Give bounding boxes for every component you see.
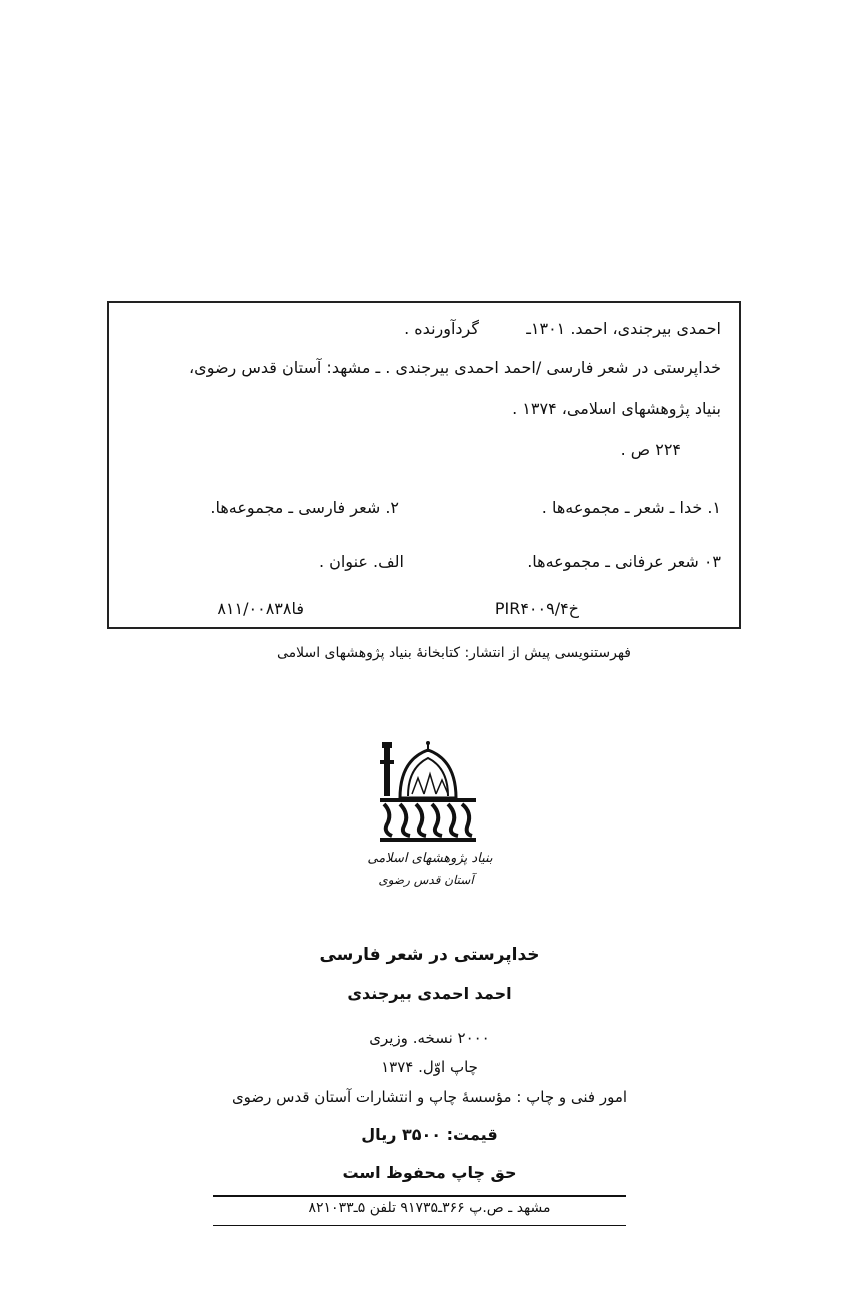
- cip-subject-3: ۰۳ شعر عرفانی ـ مجموعه‌ها.: [527, 552, 721, 571]
- book-edition: چاپ اوّل. ۱۳۷۴: [381, 1058, 478, 1076]
- book-printing: امور فنی و چاپ : مؤسسهٔ چاپ و انتشارات آستان قدس رضوی: [231, 1088, 628, 1106]
- cip-compiler-label: گردآورنده .: [404, 319, 479, 338]
- book-copies: ۲۰۰۰ نسخه. وزیری: [369, 1029, 490, 1047]
- address-bottom-rule: [213, 1225, 626, 1226]
- copyright-notice: حق چاپ محفوظ است: [342, 1163, 517, 1182]
- cip-title-entry: الف. عنوان .: [318, 552, 404, 571]
- book-price: قیمت: ۳۵۰۰ ریال: [361, 1125, 498, 1144]
- logo-name-line-2: آستان قدس رضوی: [378, 873, 474, 887]
- cip-author-line: احمدی بیرجندی، احمد. ۱۳۰۱ـ: [526, 319, 721, 338]
- cip-publisher-line: بنیاد پژوهشهای اسلامی، ۱۳۷۴ .: [512, 399, 721, 418]
- cip-record-box: [107, 301, 741, 629]
- foundation-logo: [360, 738, 500, 898]
- cip-subject-2: ۲. شعر فارسی ـ مجموعه‌ها.: [210, 498, 399, 517]
- cip-pages-line: ۲۲۴ ص .: [620, 440, 681, 459]
- cip-caption: فهرستنویسی پیش از انتشار: کتابخانهٔ بنیاد پژوهشهای اسلامی: [276, 645, 631, 661]
- cip-class-number: PIR۴۰۰۹/خ۴: [494, 599, 579, 618]
- address-top-rule: [213, 1195, 626, 1197]
- book-title: خداپرستی در شعر فارسی: [319, 945, 540, 965]
- logo-name-line-1: بنیاد پژوهشهای اسلامی: [367, 851, 493, 866]
- cip-record-number: ۸۱فا۱/۰۰۸۳۸: [217, 599, 304, 618]
- cip-subject-1: ۱. خدا ـ شعر ـ مجموعه‌ها .: [541, 498, 721, 517]
- publisher-address: مشهد ـ ص.پ ۳۶۶ـ۹۱۷۳۵ تلفن ۵ـ۸۲۱۰۳۳: [308, 1200, 551, 1216]
- cip-title-line: خداپرستی در شعر فارسی /احمد احمدی بیرجندی . ـ مشهد: آستان قدس رضوی،: [189, 358, 721, 377]
- book-author: احمد احمدی بیرجندی: [347, 984, 512, 1003]
